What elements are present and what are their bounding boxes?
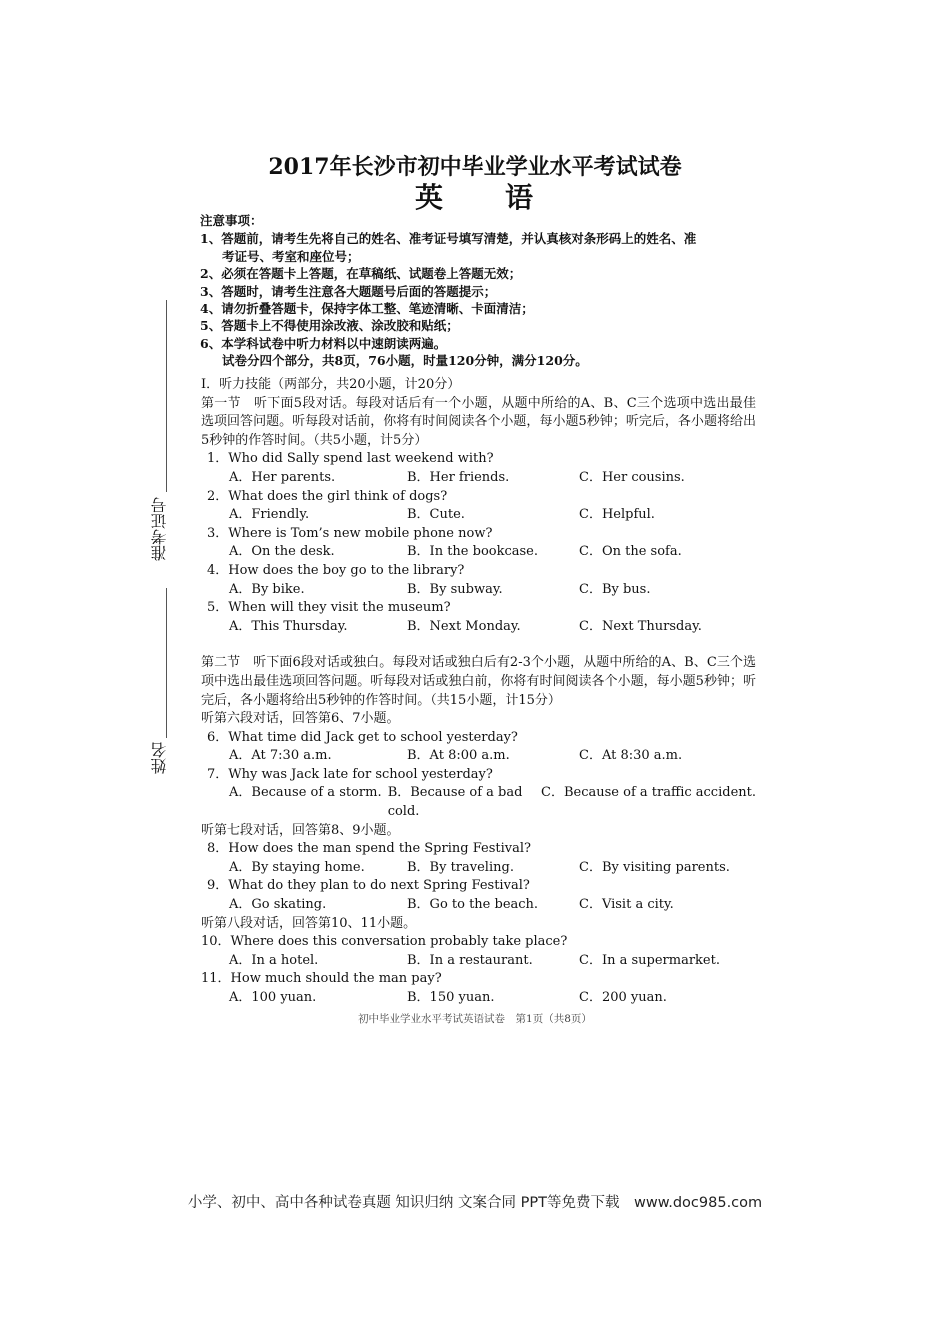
option-c: C．By visiting parents. — [579, 859, 730, 875]
option-b: B．Next Monday. — [407, 618, 521, 634]
option-c: C．On the sofa. — [579, 544, 682, 560]
instruction-line: 1、答题前，请考生先将自己的姓名、准考证号填写清楚，并认真核对条形码上的姓名、准 — [200, 231, 697, 247]
section-1-instructions: 第一节 听下面5段对话。每段对话后有一个小题，从题中所给的A、B、C三个选项中选出最佳选项回答问题。听每段对话前，你将有时间阅读各个小题，每小题5秒钟；听完后，各小题将给出5秒钟的作答时间。（共5小题，计5分） — [201, 395, 756, 448]
exam-title: 2017年长沙市初中毕业学业水平考试试卷 — [268, 154, 682, 180]
instruction-line: 4、请勿折叠答题卡，保持字体工整、笔迹清晰、卡面清洁； — [200, 301, 534, 317]
option-a: A．Her parents. — [229, 469, 336, 485]
question: 10．Where does this conversation probably take place? — [201, 934, 568, 950]
question: 11．How much should the man pay? — [201, 971, 442, 987]
instruction-line: 3、答题时，请考生注意各大题题号后面的答题提示； — [200, 283, 497, 299]
options-row — [201, 952, 756, 971]
binding-line — [166, 588, 167, 738]
options-row — [201, 506, 756, 525]
question: 1．Who did Sally spend last weekend with? — [207, 451, 494, 467]
instruction-line: 2、必须在答题卡上答题，在草稿纸、试题卷上答题无效； — [200, 266, 522, 282]
option-a: A．By bike. — [229, 581, 305, 597]
instruction-line: 5、答题卡上不得使用涂改液、涂改胶和贴纸； — [200, 318, 459, 334]
option-b: B．Cute. — [407, 507, 465, 523]
option-b: B．Because of a bad cold. — [387, 785, 523, 820]
question: 9．What do they plan to do next Spring Festival? — [207, 878, 530, 894]
option-b: B．By subway. — [407, 581, 503, 597]
part-heading: I．听力技能（两部分，共20小题，计20分） — [201, 377, 461, 392]
options-row — [201, 618, 756, 637]
options-row — [201, 581, 756, 600]
student-name-label: 姓名 — [150, 742, 169, 774]
option-b: B．By traveling. — [407, 859, 514, 875]
dialogue-cue: 听第八段对话，回答第10、11小题。 — [201, 915, 417, 931]
subject-title: 英 语 — [414, 181, 535, 214]
download-banner: 小学、初中、高中各种试卷真题 知识归纳 文案合同 PPT等免费下载 www.doc985.com — [187, 1195, 763, 1211]
question: 2．What does the girl think of dogs? — [207, 488, 448, 504]
options-row — [201, 543, 756, 562]
option-a: A．By staying home. — [229, 859, 365, 875]
option-b: B．Go to the beach. — [407, 897, 539, 913]
dialogue-cue: 听第六段对话，回答第6、7小题。 — [201, 711, 400, 727]
option-a: A．Go skating. — [229, 897, 327, 913]
option-c: C．Her cousins. — [579, 469, 685, 485]
question: 4．How does the boy go to the library? — [207, 562, 465, 578]
option-a: A．At 7:30 a.m. — [229, 748, 332, 764]
option-a: A．This Thursday. — [229, 618, 348, 634]
options-row — [201, 896, 756, 915]
options-row — [201, 784, 756, 821]
section-2-instructions: 第二节 听下面6段对话或独白。每段对话或独白后有2-3个小题，从题中所给的A、B、C三个选项中选出最佳选项回答问题。听每段对话或独白前，你将有时间阅读各个小题，每小题5秒钟；听完后，各小题将给出5秒钟的作答时间。（共15小题，计15分） — [201, 655, 756, 708]
option-c: C．Next Thursday. — [579, 618, 702, 634]
instruction-line: 6、本学科试卷中听力材料以中速朗读两遍。 — [200, 335, 447, 351]
options-row — [201, 469, 756, 488]
listening-section — [201, 376, 756, 1008]
spacer — [201, 636, 756, 654]
option-c: C．At 8:30 a.m. — [579, 748, 683, 764]
option-b: B．At 8:00 a.m. — [407, 748, 510, 764]
option-b: B．150 yuan. — [407, 990, 495, 1005]
option-a: A．Because of a storm. — [229, 785, 382, 801]
binding-line — [166, 300, 167, 492]
option-b: B．In a restaurant. — [407, 952, 533, 968]
option-b: B．In the bookcase. — [407, 544, 538, 560]
options-row — [201, 747, 756, 766]
option-c: C．In a supermarket. — [579, 952, 720, 968]
question: 6．What time did Jack get to school yesterday? — [207, 729, 518, 745]
instructions — [200, 212, 760, 370]
page-footer: 初中毕业学业水平考试英语试卷 第1页（共8页） — [358, 1013, 592, 1025]
option-a: A．Friendly. — [229, 507, 310, 523]
question: 7．Why was Jack late for school yesterday? — [207, 766, 493, 782]
option-c: C．200 yuan. — [579, 990, 667, 1005]
question: 3．Where is Tom’s new mobile phone now? — [207, 525, 493, 541]
instructions-heading: 注意事项： — [200, 213, 263, 228]
question: 8．How does the man spend the Spring Festival? — [207, 841, 531, 857]
option-a: A．In a hotel. — [229, 952, 319, 968]
option-c: C．Helpful. — [579, 507, 655, 523]
option-a: A．100 yuan. — [229, 990, 317, 1005]
instruction-line: 考证号、考室和座位号； — [222, 248, 360, 264]
exam-number-label: 准考证号 — [150, 497, 169, 561]
options-row — [201, 859, 756, 878]
instruction-line: 试卷分四个部分，共8页，76小题，时量120分钟，满分120分。 — [222, 353, 588, 369]
dialogue-cue: 听第七段对话，回答第8、9小题。 — [201, 822, 400, 838]
option-c: C．By bus. — [579, 581, 651, 597]
option-c: C．Visit a city. — [579, 897, 674, 913]
options-row — [201, 989, 756, 1008]
question: 5．When will they visit the museum? — [207, 600, 451, 616]
option-c: C．Because of a traffic accident. — [541, 785, 756, 801]
option-b: B．Her friends. — [407, 469, 510, 485]
option-a: A．On the desk. — [229, 544, 335, 560]
